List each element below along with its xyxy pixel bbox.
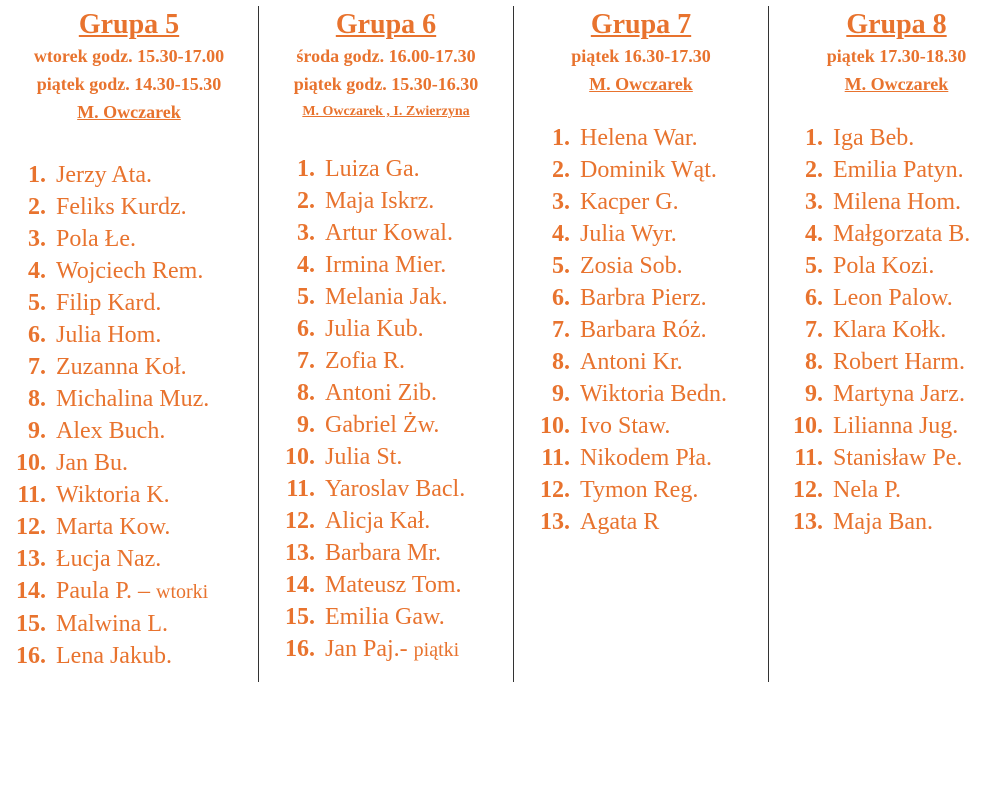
list-item — [0, 159, 258, 191]
member-name: Nela P. — [833, 477, 901, 503]
member-name: Melania Jak. — [325, 284, 448, 310]
list-item — [0, 511, 258, 543]
list-item — [0, 640, 258, 672]
list-number: 10. — [793, 413, 823, 439]
list-item — [514, 154, 768, 186]
schedule-line: piątek godz. 15.30-16.30 — [293, 74, 479, 94]
list-number: 3. — [552, 189, 570, 215]
list-item — [259, 313, 513, 345]
group-title: Grupa 5 — [78, 9, 180, 40]
schedule-line: wtorek godz. 15.30-17.00 — [33, 46, 225, 66]
member-name: Wiktoria K. — [56, 482, 170, 508]
list-item — [259, 217, 513, 249]
list-item — [259, 281, 513, 313]
group-6-column — [258, 6, 513, 682]
list-number: 9. — [297, 412, 315, 438]
list-item — [514, 122, 768, 154]
member-name: Agata R — [580, 509, 660, 535]
list-item — [0, 415, 258, 447]
list-number: 5. — [805, 253, 823, 279]
member-name: Nikodem Pła. — [580, 445, 712, 471]
list-number: 10. — [285, 444, 315, 470]
member-name: Antoni Zib. — [325, 380, 437, 406]
teacher-name: M. Owczarek , I. Zwierzyna — [302, 104, 470, 119]
member-name: Małgorzata B. — [833, 221, 971, 247]
list-number: 4. — [28, 258, 46, 284]
member-name: Julia St. — [325, 444, 403, 470]
groups-table — [0, 6, 996, 682]
member-name: Marta Kow. — [56, 514, 171, 540]
list-item — [777, 410, 996, 442]
list-item — [0, 319, 258, 351]
member-name: Paula P. – — [56, 578, 151, 604]
list-number: 6. — [552, 285, 570, 311]
list-item — [777, 282, 996, 314]
list-number: 15. — [16, 611, 46, 637]
group-title: Grupa 8 — [846, 9, 947, 40]
list-number: 6. — [297, 316, 315, 342]
schedule-line: piątek 17.30-18.30 — [826, 46, 967, 66]
member-name: Emilia Gaw. — [325, 604, 445, 630]
list-number: 5. — [28, 290, 46, 316]
list-item — [514, 506, 768, 538]
list-item — [777, 314, 996, 346]
list-item — [0, 191, 258, 223]
list-number: 5. — [552, 253, 570, 279]
member-note: wtorki — [156, 581, 209, 603]
list-number: 7. — [28, 354, 46, 380]
member-name: Alex Buch. — [56, 418, 166, 444]
group-title: Grupa 6 — [335, 9, 437, 40]
list-item — [777, 122, 996, 154]
list-item — [0, 543, 258, 575]
group-8-column — [768, 6, 996, 682]
list-item — [259, 345, 513, 377]
list-number: 10. — [16, 450, 46, 476]
member-list — [259, 153, 513, 666]
list-number: 3. — [28, 226, 46, 252]
member-name: Maja Ban. — [833, 509, 933, 535]
list-number: 11. — [17, 482, 46, 508]
list-number: 13. — [793, 509, 823, 535]
list-number: 7. — [805, 317, 823, 343]
group-5-column — [0, 6, 258, 682]
list-item — [777, 186, 996, 218]
list-number: 13. — [16, 546, 46, 572]
list-item — [514, 442, 768, 474]
group-7-column — [513, 6, 768, 682]
list-item — [259, 185, 513, 217]
list-number: 11. — [541, 445, 570, 471]
list-item — [0, 223, 258, 255]
list-number: 14. — [285, 572, 315, 598]
member-name: Irmina Mier. — [325, 252, 447, 278]
schedule-line: piątek 16.30-17.30 — [571, 46, 711, 66]
member-name: Kacper G. — [580, 189, 679, 215]
list-item — [259, 473, 513, 505]
list-item — [514, 282, 768, 314]
teacher-name: M. Owczarek — [77, 102, 181, 122]
member-name: Julia Hom. — [56, 322, 162, 348]
member-name: Lilianna Jug. — [833, 413, 959, 439]
list-item — [259, 441, 513, 473]
member-name: Mateusz Tom. — [325, 572, 462, 598]
list-item — [0, 575, 258, 608]
list-item — [0, 383, 258, 415]
list-item — [514, 186, 768, 218]
list-number: 1. — [552, 125, 570, 151]
member-name: Lena Jakub. — [56, 643, 172, 669]
list-item — [514, 378, 768, 410]
list-item — [777, 154, 996, 186]
member-name: Gabriel Żw. — [325, 412, 440, 438]
list-item — [514, 474, 768, 506]
list-number: 12. — [285, 508, 315, 534]
list-item — [0, 287, 258, 319]
list-item — [777, 442, 996, 474]
list-number: 4. — [297, 252, 315, 278]
member-name: Jan Bu. — [56, 450, 128, 476]
list-item — [259, 569, 513, 601]
member-name: Zofia R. — [325, 348, 405, 374]
member-name: Yaroslav Bacl. — [325, 476, 466, 502]
list-number: 9. — [28, 418, 46, 444]
list-number: 2. — [28, 194, 46, 220]
member-name: Barbara Róż. — [580, 317, 707, 343]
list-item — [514, 218, 768, 250]
member-list — [777, 122, 996, 538]
member-name: Michalina Muz. — [56, 386, 210, 412]
list-number: 1. — [28, 162, 46, 188]
list-number: 2. — [297, 188, 315, 214]
list-number: 12. — [16, 514, 46, 540]
member-name: Zosia Sob. — [580, 253, 683, 279]
list-item — [777, 378, 996, 410]
member-name: Antoni Kr. — [580, 349, 683, 375]
list-number: 11. — [794, 445, 823, 471]
list-number: 16. — [285, 636, 315, 662]
member-name: Pola Kozi. — [833, 253, 935, 279]
member-list — [0, 159, 258, 672]
member-name: Stanisław Pe. — [833, 445, 963, 471]
list-item — [777, 250, 996, 282]
member-name: Julia Kub. — [325, 316, 424, 342]
list-item — [777, 474, 996, 506]
list-number: 1. — [297, 156, 315, 182]
teacher-name: M. Owczarek — [589, 74, 693, 94]
list-number: 10. — [540, 413, 570, 439]
member-name: Maja Iskrz. — [325, 188, 435, 214]
member-name: Helena War. — [580, 125, 698, 151]
list-number: 1. — [805, 125, 823, 151]
list-item — [0, 479, 258, 511]
list-number: 8. — [28, 386, 46, 412]
member-list — [514, 122, 768, 538]
list-number: 11. — [286, 476, 315, 502]
group-title: Grupa 7 — [590, 9, 692, 40]
list-number: 8. — [805, 349, 823, 375]
list-item — [777, 218, 996, 250]
teacher-name: M. Owczarek — [844, 74, 949, 94]
member-name: Pola Łe. — [56, 226, 136, 252]
member-name: Malwina L. — [56, 611, 168, 637]
member-name: Dominik Wąt. — [580, 157, 717, 183]
member-name: Ivo Staw. — [580, 413, 671, 439]
list-item — [0, 255, 258, 287]
list-item — [259, 377, 513, 409]
list-item — [514, 314, 768, 346]
member-name: Alicja Kał. — [325, 508, 431, 534]
member-name: Tymon Reg. — [580, 477, 699, 503]
list-number: 5. — [297, 284, 315, 310]
member-name: Zuzanna Koł. — [56, 354, 187, 380]
member-name: Wiktoria Bedn. — [580, 381, 727, 407]
list-item — [259, 409, 513, 441]
member-name: Robert Harm. — [833, 349, 965, 375]
schedule-line: piątek godz. 14.30-15.30 — [36, 74, 222, 94]
list-number: 16. — [16, 643, 46, 669]
list-item — [777, 506, 996, 538]
list-number: 12. — [540, 477, 570, 503]
member-name: Feliks Kurdz. — [56, 194, 187, 220]
list-number: 13. — [285, 540, 315, 566]
member-name: Klara Kołk. — [833, 317, 947, 343]
list-item — [259, 153, 513, 185]
list-number: 2. — [552, 157, 570, 183]
member-name: Łucja Naz. — [56, 546, 162, 572]
member-note: piątki — [413, 639, 460, 661]
list-item — [259, 633, 513, 666]
list-number: 3. — [805, 189, 823, 215]
member-name: Barbra Pierz. — [580, 285, 707, 311]
list-number: 6. — [28, 322, 46, 348]
list-number: 8. — [297, 380, 315, 406]
member-name: Wojciech Rem. — [56, 258, 204, 284]
list-item — [259, 505, 513, 537]
list-item — [0, 447, 258, 479]
member-name: Luiza Ga. — [325, 156, 420, 182]
member-name: Jan Paj.- — [325, 636, 408, 662]
list-item — [0, 608, 258, 640]
member-name: Filip Kard. — [56, 290, 162, 316]
list-item — [0, 351, 258, 383]
list-number: 14. — [16, 578, 46, 604]
list-number: 3. — [297, 220, 315, 246]
member-name: Artur Kowal. — [325, 220, 453, 246]
list-item — [514, 346, 768, 378]
member-name: Emilia Patyn. — [833, 157, 964, 183]
list-number: 9. — [805, 381, 823, 407]
member-name: Julia Wyr. — [580, 221, 677, 247]
member-name: Iga Beb. — [833, 125, 915, 151]
list-item — [777, 346, 996, 378]
schedule-line: środa godz. 16.00-17.30 — [296, 46, 476, 66]
list-item — [259, 601, 513, 633]
list-number: 9. — [552, 381, 570, 407]
list-number: 13. — [540, 509, 570, 535]
list-number: 4. — [805, 221, 823, 247]
list-number: 7. — [552, 317, 570, 343]
list-item — [259, 537, 513, 569]
member-name: Jerzy Ata. — [56, 162, 152, 188]
list-item — [514, 250, 768, 282]
member-name: Martyna Jarz. — [833, 381, 965, 407]
list-number: 15. — [285, 604, 315, 630]
list-number: 8. — [552, 349, 570, 375]
list-number: 7. — [297, 348, 315, 374]
list-number: 2. — [805, 157, 823, 183]
list-number: 12. — [793, 477, 823, 503]
member-name: Leon Palow. — [833, 285, 953, 311]
member-name: Milena Hom. — [833, 189, 961, 215]
list-item — [514, 410, 768, 442]
member-name: Barbara Mr. — [325, 540, 441, 566]
list-item — [259, 249, 513, 281]
list-number: 6. — [805, 285, 823, 311]
list-number: 4. — [552, 221, 570, 247]
